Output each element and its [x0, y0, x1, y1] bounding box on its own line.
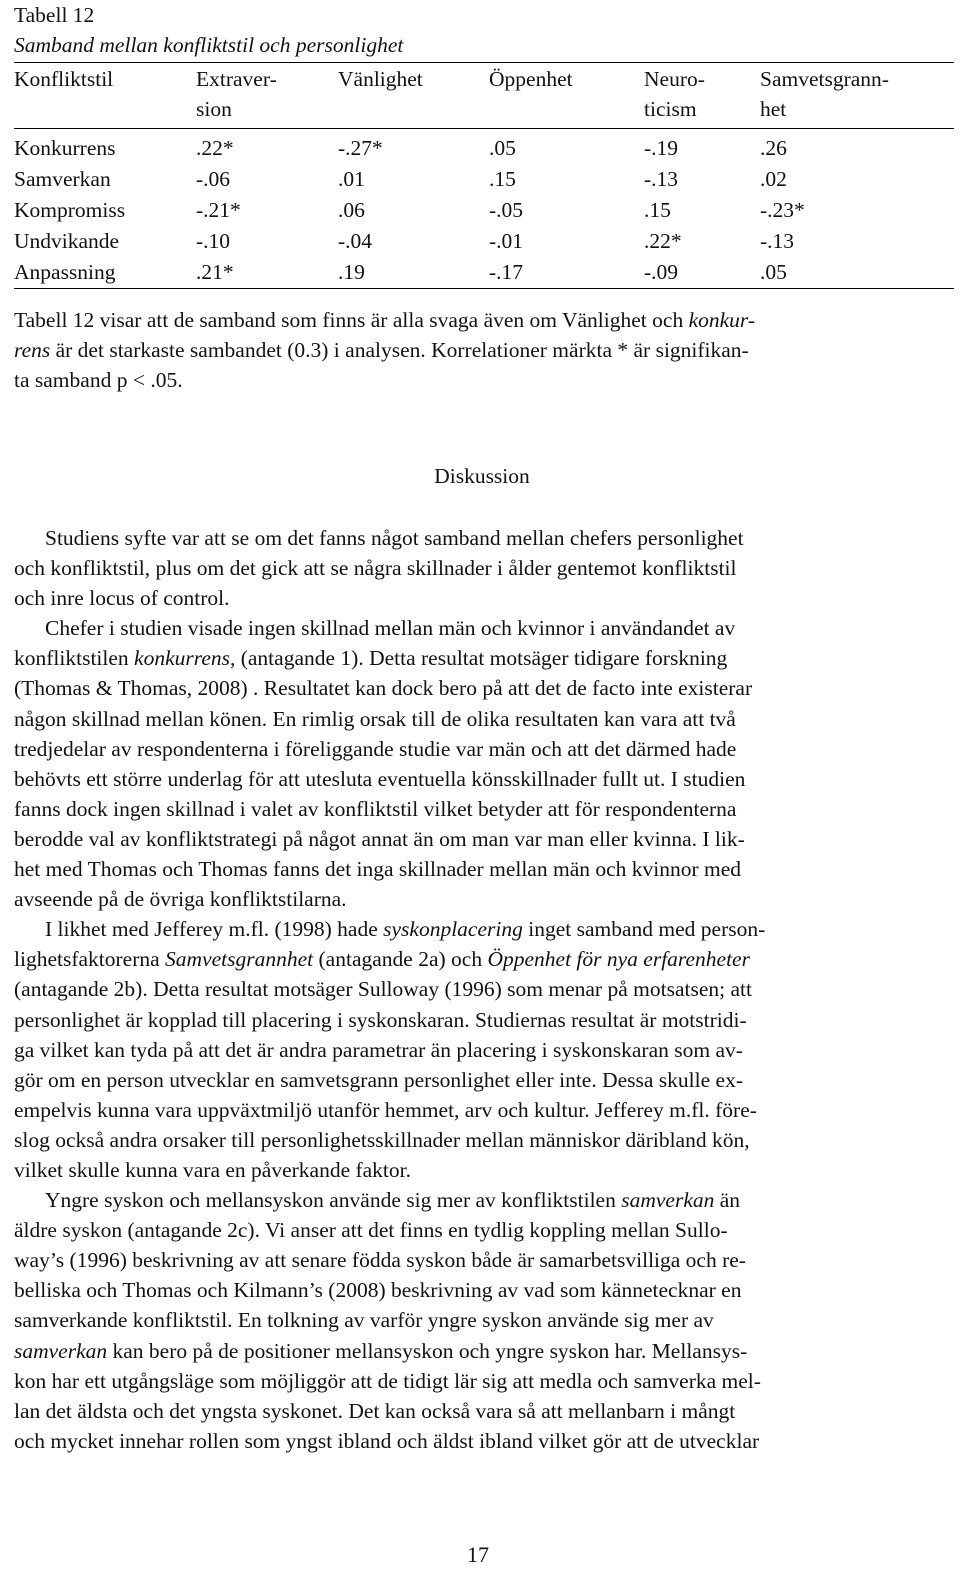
col-header: Vänlighet [338, 67, 423, 91]
table-header-row [14, 63, 954, 129]
table-cell: -.10 [196, 229, 231, 253]
table-cell: Samverkan [14, 167, 111, 191]
table-label: Tabell 12 [14, 3, 95, 27]
table-cell: .19 [338, 260, 365, 284]
table-cell: -.21* [196, 198, 241, 222]
table-cell: -.27* [338, 136, 383, 160]
paragraph: Studiens syfte var att se om det fanns något samband mellan chefers personlighet och konfliktstil, plus om det gick att se några skillnader i ålder gentemot konfliktstil och inre locus of control. [14, 526, 744, 611]
table-cell: -.13 [760, 229, 795, 253]
paragraph: Chefer i studien visade ingen skillnad mellan män och kvinnor i användandet av konfliktstilen konkurrens, (antagande 1). Detta resultat motsäger tidigare forskning (Thomas & Thomas, 2008) . Resultatet kan dock bero på att det de facto inte existerar någon skillnad mellan könen. En rimlig orsak till de olika resultaten kan vara att två tredjedelar av respondenterna i föreliggande studie var män och att det därmed hade behövts ett större underlag för att utesluta eventuella könsskillnader fullt ut. I studien fanns dock ingen skillnad i valet av konfliktstil vilket betyder att för respondenterna berodde val av konfliktstrategi på något annat än om man var man eller kvinna. I lik- het med Thomas och Thomas fanns det inga skillnader mellan män och kvinnor med avseende på de övriga konfliktstilarna. [14, 616, 753, 912]
table-cell: .05 [760, 260, 787, 284]
table-cell: .15 [489, 167, 516, 191]
table-cell: -.09 [644, 260, 679, 284]
paragraph: I likhet med Jefferey m.fl. (1998) hade syskonplacering inget samband med person- lighetsfaktorerna Samvetsgrannhet (antagande 2a) och Öppenhet för nya erfarenheter (antagande 2b). Detta resultat motsäger Sulloway (1996) som menar på motsatsen; att personlighet är kopplad till placering i syskonskaran. Studiernas resultat är motstridi- ga vilket kan tyda på att det är andra parametrar än placering i syskonskaran som av- gör om en person utvecklar en samvetsgrann personlighet eller inte. Dessa skulle ex- empelvis kunna vara uppväxtmiljö utanför hemmet, arv och kultur. Jefferey m.fl. före- slog också andra orsaker till personlighetsskillnader mellan människor däribland kön, vilket skulle kunna vara en påverkande faktor. [14, 917, 766, 1182]
table-row [14, 226, 954, 257]
table-cell: Konkurrens [14, 136, 116, 160]
table-cell: .22* [196, 136, 234, 160]
table-cell: -.04 [338, 229, 373, 253]
table-cell: -.05 [489, 198, 524, 222]
table-row [14, 129, 954, 165]
table-cell: .06 [338, 198, 365, 222]
table-cell: -.19 [644, 136, 679, 160]
table-cell: Kompromiss [14, 198, 126, 222]
table-cell: .22* [644, 229, 682, 253]
col-header: Konfliktstil [14, 67, 114, 91]
table-cell: -.06 [196, 167, 231, 191]
page-number: 17 [467, 1542, 489, 1567]
section-heading: Diskussion [434, 464, 530, 488]
table-cell: .21* [196, 260, 234, 284]
col-header: Samvetsgrann- het [760, 67, 889, 121]
table-cell: -.17 [489, 260, 524, 284]
table-row [14, 164, 954, 195]
table-cell: Undvikande [14, 229, 120, 253]
table-row [14, 195, 954, 226]
table-cell: .05 [489, 136, 516, 160]
table-cell: .02 [760, 167, 787, 191]
table-cell: .26 [760, 136, 787, 160]
col-header: Öppenhet [489, 67, 573, 91]
table-cell: -.13 [644, 167, 679, 191]
col-header: Extraver- sion [196, 67, 277, 121]
col-header: Neuro- ticism [644, 67, 705, 121]
discussion-body [14, 523, 950, 1456]
table-note: Tabell 12 visar att de samband som finns är alla svaga även om Vänlighet och konkur- rens är det starkaste sambandet (0.3) i analysen. Korrelationer märkta * är signifikan- ta samband p < .05. [14, 308, 755, 392]
table-row [14, 257, 954, 289]
table-cell: -.23* [760, 198, 805, 222]
table-cell: .15 [644, 198, 671, 222]
page [14, 0, 950, 1456]
table-cell: -.01 [489, 229, 524, 253]
table-cell: Anpassning [14, 260, 116, 284]
table-cell: .01 [338, 167, 365, 191]
correlation-table [14, 62, 954, 289]
table-title: Samband mellan konfliktstil och personlighet [14, 33, 404, 57]
paragraph: Yngre syskon och mellansyskon använde sig mer av konfliktstilen samverkan än äldre syskon (antagande 2c). Vi anser att det finns en tydlig koppling mellan Sullo- way’s (1996) beskrivning av att senare födda syskon både är samarbetsvilliga och re- belliska och Thomas och Kilmann’s (2008) beskrivning av vad som kännetecknar en samverkande konfliktstil. En tolkning av varför yngre syskon använde sig mer av samverkan kan bero på de positioner mellansyskon och yngre syskon har. Mellansys- kon har ett utgångsläge som möjliggör att de tidigt lär sig att medla och samverka mel- lan det äldsta och det yngsta syskonet. Det kan också vara så att mellanbarn i mångt och mycket innehar rollen som yngst ibland och äldst ibland vilket gör att de utvecklar [14, 1188, 761, 1453]
